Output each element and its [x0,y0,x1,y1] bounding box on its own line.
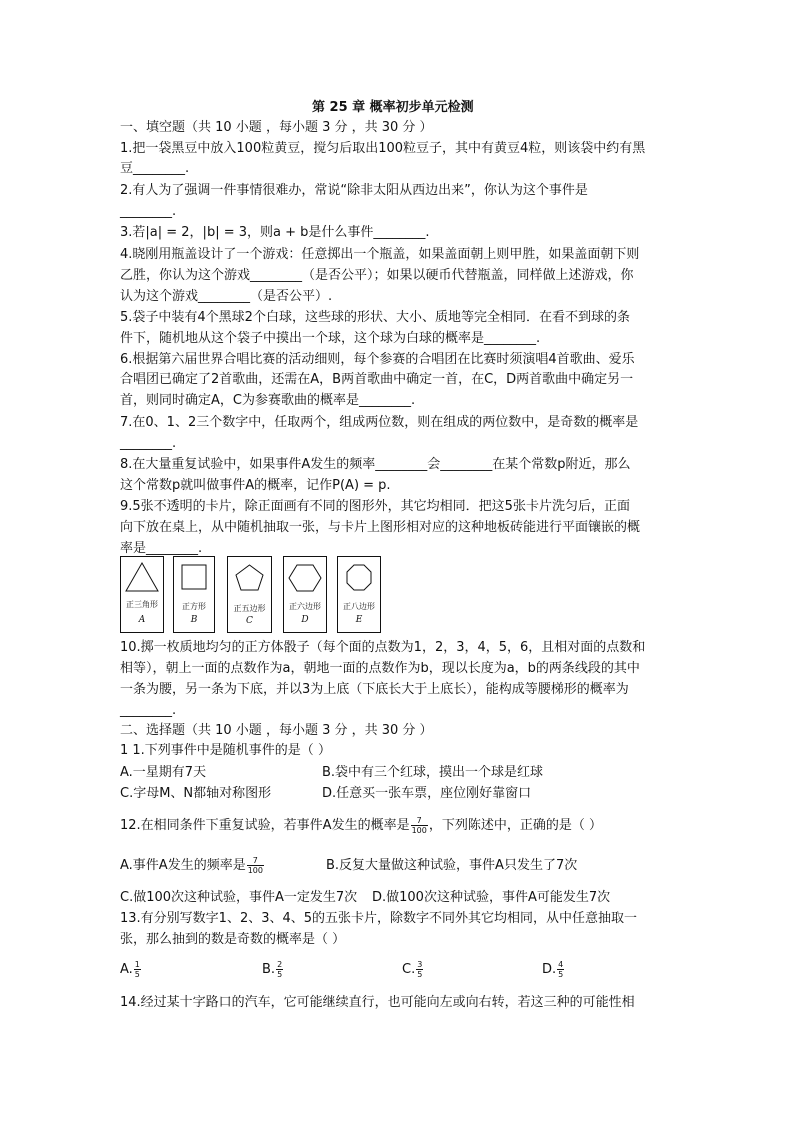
card-hexagon [283,556,327,633]
fraction-numerator: 4 [558,960,564,969]
fraction-denominator: 5 [277,970,283,979]
q11-option-d: D.任意买一张车票，座位刚好靠窗口 [322,786,532,801]
option-prefix: B. [262,962,276,977]
q13-option-c [402,960,424,980]
section-1-heading: 一、填空题（共 10 小题 ，每小题 3 分 ，共 30 分 ） [120,120,433,135]
q13-line-1: 13.有分别写数字1、2、3、4、5的五张卡片，除数字不同外其它均相同，从中任意抽取一 [120,911,638,926]
q4-line-3: 认为这个游戏________（是否公平）. [120,289,333,304]
card-label: 正五边形 [233,604,266,613]
q9-line-1: 9.5张不透明的卡片，除正面画有不同的图形外，其它均相同．把这5张卡片洗匀后，正面 [120,499,630,514]
q6-line-2: 合唱团已确定了2首歌曲，还需在A，B两首歌曲中确定一首，在C，D两首歌曲中确定另一 [120,372,634,387]
card-label: 正八边形 [343,602,375,611]
q12-fraction [411,816,428,835]
q12-option-a-fraction [247,856,264,875]
q12-stem-text: 12.在相同条件下重复试验，若事件A发生的概率是 [120,818,410,833]
card-octagon [337,556,381,633]
fraction-denominator: 5 [417,970,423,979]
page-title: 第 25 章 概率初步单元检测 [312,100,474,115]
q13-line-2: 张，那么抽到的数是奇数的概率是（ ） [120,932,346,947]
q6-line-1: 6.根据第六届世界合唱比赛的活动细则，每个参赛的合唱团在比赛时须演唱4首歌曲、爱乐 [120,352,635,367]
q3-line-1: 3.若|a| = 2，|b| = 3，则a + b是什么事件________. [120,225,430,240]
q11-option-b: B.袋中有三个红球，摸出一个球是红球 [322,765,544,780]
q1-line-1: 1.把一袋黑豆中放入100粒黄豆，搅匀后取出100粒豆子，其中有黄豆4粒，则该袋中约有黑 [120,141,646,156]
q5-line-2: 件下，随机地从这个袋子中摸出一个球，这个球为白球的概率是________. [120,331,541,346]
q4-line-2: 乙胜，你认为这个游戏________（是否公平）；如果以硬币代替瓶盖，同样做上述游戏，你 [120,268,634,283]
q12-option-c: C.做100次这种试验，事件A一定发生7次 [120,890,358,905]
fraction-numerator: 1 [134,960,140,969]
q8-line-2: 这个常数p就叫做事件A的概率，记作P(A) = p. [120,478,391,493]
card-letter: B [190,615,198,625]
q10-line-3: 一条为腰，另一条为下底，并以3为上底（下底长大于上底长），能构成等腰梯形的概率为 [120,682,629,697]
q13-option-d [542,960,565,980]
q12-stem-text-end: ，下列陈述中，正确的是（ ） [428,818,602,833]
q8-line-1: 8.在大量重复试验中，如果事件A发生的频率________会________在某个常数p附近，那么 [120,457,631,472]
q12-option-b: B.反复大量做这种试验，事件A只发生了7次 [326,858,578,873]
q12-option-a [120,856,265,876]
fraction-denominator: 5 [558,970,564,979]
card-letter: C [246,616,253,626]
card-letter: D [301,615,309,625]
q2-line-1: 2.有人为了强调一件事情很难办，常说“除非太阳从西边出来”，你认为这个事件是 [120,183,588,198]
q11-stem: 1 1.下列事件中是随机事件的是（ ） [120,743,331,758]
fraction-numerator: 3 [417,960,423,969]
option-fraction [276,960,283,979]
fraction-numerator: 2 [277,960,283,969]
q13-option-b [262,960,284,980]
fraction-numerator: 7 [247,856,264,866]
q4-line-1: 4.晓刚用瓶盖设计了一个游戏：任意掷出一个瓶盖，如果盖面朝上则甲胜，如果盖面朝下则 [120,247,640,262]
fraction-denominator: 100 [247,866,263,875]
card-triangle [120,556,164,633]
card-label: 正六边形 [289,602,321,611]
q12-option-d: D.做100次这种试验，事件A可能发生7次 [372,890,611,905]
fraction-numerator: 7 [411,816,428,826]
card-letter: A [138,615,146,625]
q12-stem [120,816,602,836]
fraction-denominator: 100 [411,826,427,835]
option-fraction [557,960,564,979]
q2-line-2: ________. [120,204,177,219]
q10-line-1: 10.掷一枚质地均匀的正方体骰子（每个面的点数为1，2，3，4，5，6，且相对面的点数和 [120,640,646,655]
q14-line-1: 14.经过某十字路口的汽车，它可能继续直行，也可能向左或向右转，若这三种的可能性相 [120,995,635,1010]
q10-line-2: 相等），朝上一面的点数作为a，朝地一面的点数作为b，现以长度为a，b的两条线段的其中 [120,661,640,676]
fraction-denominator: 5 [134,970,140,979]
q1-line-2: 豆________. [120,161,190,176]
option-prefix: C. [402,962,416,977]
card-label: 正三角形 [126,600,158,609]
option-fraction [416,960,423,979]
q11-option-c: C.字母M、N都轴对称图形 [120,786,272,801]
option-fraction [134,960,141,979]
q12-option-a-text: A.事件A发生的频率是 [120,858,246,873]
q13-option-a [120,960,142,980]
q9-line-3: 率是________. [120,541,203,556]
card-letter: E [355,615,363,625]
q5-line-1: 5.袋子中装有4个黑球2个白球，这些球的形状、大小、质地等完全相同．在看不到球的条 [120,310,630,325]
q9-line-2: 向下放在桌上，从中随机抽取一张，与卡片上图形相对应的这种地板砖能进行平面镶嵌的概 [120,520,641,535]
q11-option-a: A.一星期有7天 [120,765,207,780]
card-label: 正方形 [182,602,206,611]
option-prefix: D. [542,962,557,977]
card-square [173,556,215,633]
q7-line-2: ________. [120,436,177,451]
card-pentagon [227,556,272,633]
option-prefix: A. [120,962,133,977]
section-2-heading: 二、选择题（共 10 小题 ，每小题 3 分 ，共 30 分 ） [120,723,433,738]
q6-line-3: 首，则同时确定A，C为参赛歌曲的概率是________. [120,393,416,408]
q7-line-1: 7.在0、1、2三个数字中，任取两个，组成两位数，则在组成的两位数中，是奇数的概率是 [120,415,639,430]
q10-line-4: ________. [120,703,177,718]
